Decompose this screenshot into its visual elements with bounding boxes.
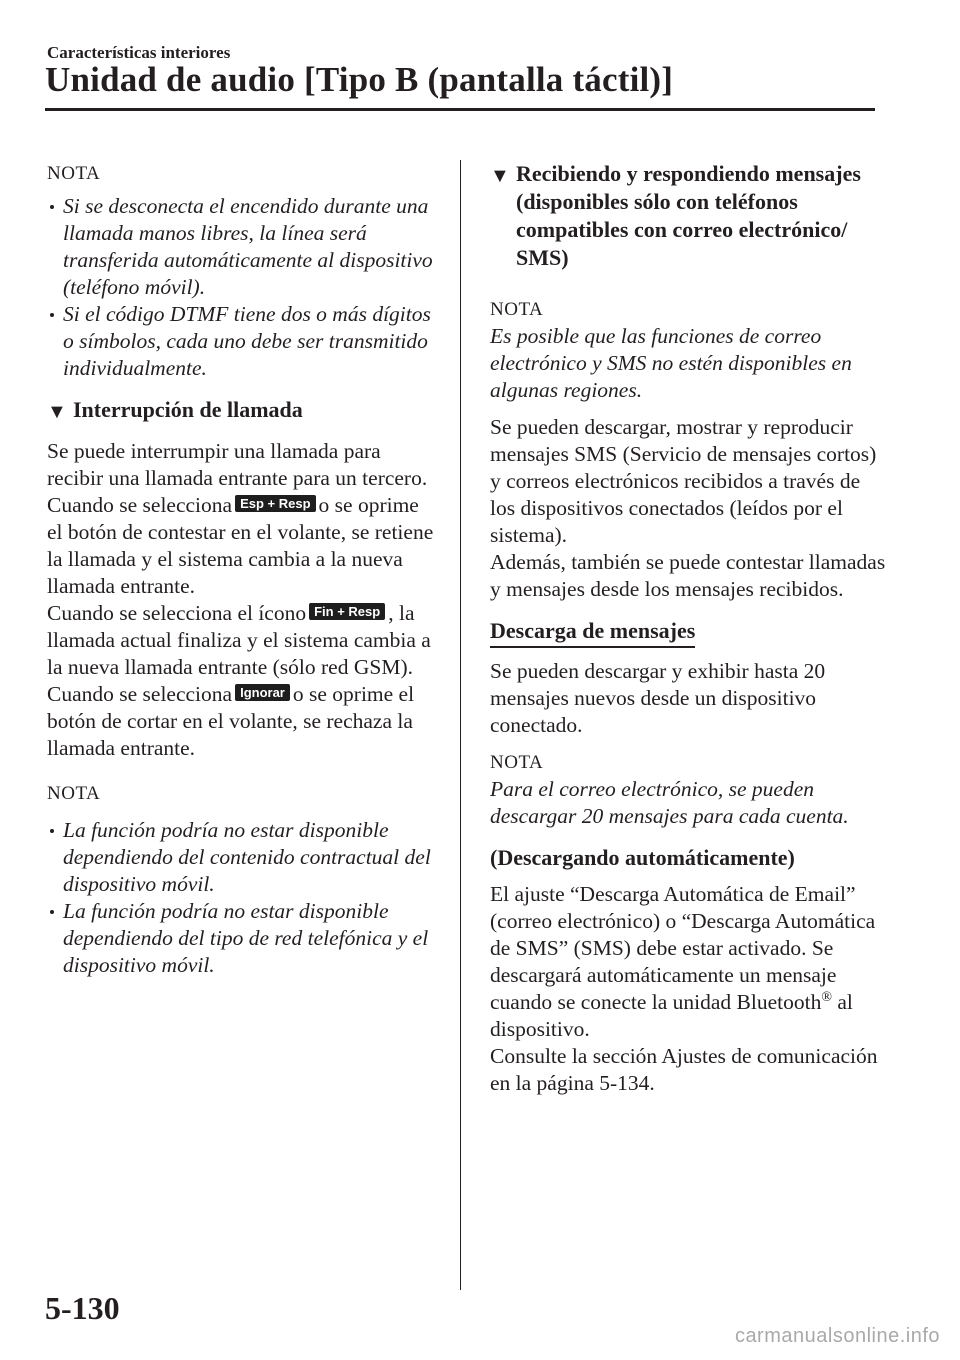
right-column <box>490 160 890 1097</box>
paragraph: Además, también se puede contestar llamadas y mensajes desde los mensajes recibidos. <box>490 550 886 601</box>
ignorar-button-icon: Ignorar <box>235 684 290 701</box>
paragraph: Consulte la sección Ajustes de comunicación en la página 5-134. <box>490 1044 878 1095</box>
nota-item: Si el código DTMF tiene dos o más dígitos o símbolos, cada uno debe ser transmitido individualmente. <box>47 301 437 382</box>
nota-item: La función podría no estar disponible dependiendo del contenido contractual del dispositivo móvil. <box>47 817 437 898</box>
registered-mark: ® <box>821 989 832 1005</box>
paragraph: Cuando se selecciona Esp + Resp o se oprime el botón de contestar en el volante, se retiene la llamada y el sistema cambia a la nueva llamada entrante. <box>47 493 434 598</box>
paragraph: Se pueden descargar, mostrar y reproducir mensajes SMS (Servicio de mensajes cortos) y correos electrónicos recibidos a través de los dispositivos conectados (leídos por el sistema). <box>490 415 877 547</box>
watermark: carmanualsonline.info <box>734 1325 940 1347</box>
nota-text: Para el correo electrónico, se pueden descargar 20 mensajes para cada cuenta. <box>490 777 849 828</box>
nota-item: Si se desconecta el encendido durante una llamada manos libres, la línea será transferida automáticamente al dispositivo (teléfono móvil). <box>47 193 437 301</box>
nota-item: La función podría no estar disponible dependiendo del tipo de red telefónica y el dispositivo móvil. <box>47 898 437 979</box>
page-title: Unidad de audio [Tipo B (pantalla táctil)] <box>45 60 674 99</box>
esp-resp-button-icon: Esp + Resp <box>235 495 315 512</box>
column-divider <box>460 160 461 1290</box>
section-heading <box>47 396 437 424</box>
nota-label: NOTA <box>490 752 544 773</box>
section-heading <box>490 160 890 272</box>
triangle-down-icon: ▼ <box>490 165 510 187</box>
nota-label: NOTA <box>47 163 101 184</box>
paragraph: Cuando se selecciona el ícono Fin + Resp , la llamada actual finaliza y el sistema cambia a la nueva llamada entrante (sólo red GSM). <box>47 601 431 679</box>
left-column <box>47 160 437 979</box>
section-heading-text: Interrupción de llamada <box>73 397 303 422</box>
title-rule <box>45 108 875 111</box>
bold-subheading: (Descargando automáticamente) <box>490 845 795 870</box>
nota-text: Es posible que las funciones de correo electrónico y SMS no estén disponibles en algunas regiones. <box>490 324 852 402</box>
page-number: 5-130 <box>45 1290 120 1326</box>
paragraph: El ajuste “Descarga Automática de Email” (correo electrónico) o “Descarga Automática de SMS” (SMS) debe estar activado. Se descargará automáticamente un mensaje cuando se conecte la unidad Bluetooth® al dispositivo. <box>490 882 876 1041</box>
nota-list <box>47 817 437 979</box>
paragraph: Se puede interrumpir una llamada para recibir una llamada entrante para un tercero. <box>47 439 428 490</box>
subheading: Descarga de mensajes <box>490 617 695 648</box>
paragraph: Cuando se selecciona Ignorar o se oprime el botón de cortar en el volante, se rechaza la llamada entrante. <box>47 682 415 760</box>
nota-label: NOTA <box>490 299 544 320</box>
triangle-down-icon: ▼ <box>47 401 67 423</box>
nota-list <box>47 193 437 382</box>
fin-resp-button-icon: Fin + Resp <box>309 603 385 620</box>
nota-label: NOTA <box>47 783 101 804</box>
paragraph: Se pueden descargar y exhibir hasta 20 mensajes nuevos desde un dispositivo conectado. <box>490 659 826 737</box>
section-label: Características interiores <box>47 43 231 62</box>
section-heading-text: Recibiendo y respondiendo mensajes (disponibles sólo con teléfonos compatibles con correo electrónico/ SMS) <box>516 161 861 270</box>
